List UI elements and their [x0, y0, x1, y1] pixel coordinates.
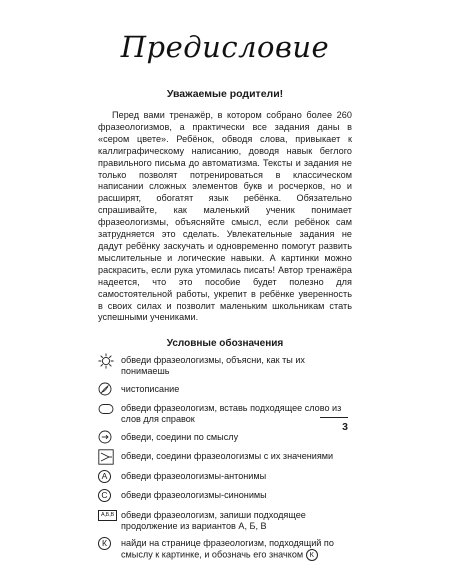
legend-item	[98, 432, 352, 445]
legend-list	[98, 355, 352, 561]
legend-text: обведи фразеологизмы-синонимы	[121, 490, 267, 501]
legend-item	[98, 510, 352, 532]
puzzle-square-icon	[98, 449, 118, 464]
page-number: 3	[342, 421, 348, 433]
legend-text: обведи фразеологизмы-антонимы	[121, 470, 267, 481]
legend-text: обведи, соедини по смыслу	[121, 431, 239, 442]
quill-pen-icon	[98, 382, 118, 397]
letter-a-circle-icon: А	[98, 470, 111, 483]
legend-item	[98, 403, 352, 425]
page-title: Предисловие	[120, 30, 330, 64]
legend-text: чистописание	[121, 383, 180, 394]
page-number-rule	[320, 417, 348, 418]
legend-text	[121, 538, 352, 561]
legend-text-main: найди на странице фразеологизм, подходящий по смыслу к картинке, и обозначь его значком	[121, 538, 334, 560]
arrow-circle-icon	[98, 430, 118, 445]
legend-item	[98, 355, 352, 377]
abv-box-icon: А,Б,В	[98, 510, 117, 521]
legend-text: обведи фразеологизмы, объясни, как ты их понимаешь	[121, 355, 305, 377]
legend-text: обведи фразеологизм, запиши подходящее продолжение из вариантов А, Б, В	[121, 509, 306, 531]
letter-s-circle-icon: С	[98, 489, 111, 502]
greeting-heading: Уважаемые родители!	[166, 88, 284, 100]
legend-heading: Условные обозначения	[166, 338, 284, 350]
preface-paragraph: Перед вами тренажёр, в котором собрано более 260 фразеологизмов, а практически все задания даны в «сером цвете». Ребёнок, обводя слова, привыкает к каллиграфическому написанию, доводя навык беглого правильного письма до автоматизма. Тексты и задания не только позволят потренироваться в классическом написании сложных элементов букв и росчерков, но и расширят, обогатят язык ребёнка. Обязательно спрашивайте, как маленький ученик понимает фразеологизмы, объясняйте смысл, если ребёнок сам затрудняется это сделать. Увлекательные задания не дадут ребёнку заскучать и одновременно помогут развить мыслительные и логические навыки. А картинки можно раскрасить, если рука утомилась писать! Автор тренажёра надеется, что это пособие будет полезно для самостоятельной работы, укрепит в ребёнке уверенность в своих силах и позволит маленьким школьникам стать успешными учениками.	[98, 110, 352, 323]
legend-item	[98, 471, 352, 484]
legend-item	[98, 490, 352, 503]
legend-item	[98, 538, 352, 561]
legend-text: обведи, соедини фразеологизмы с их значениями	[121, 451, 334, 462]
sun-icon	[98, 353, 118, 368]
legend-item	[98, 384, 352, 397]
legend-item	[98, 451, 352, 464]
letter-k-circle-icon: К	[98, 537, 111, 550]
empty-oval-icon	[98, 401, 118, 416]
letter-k-inline-icon: К	[306, 549, 318, 561]
legend-text: обведи фразеологизм, вставь подходящее слово из слов для справок	[121, 403, 342, 425]
